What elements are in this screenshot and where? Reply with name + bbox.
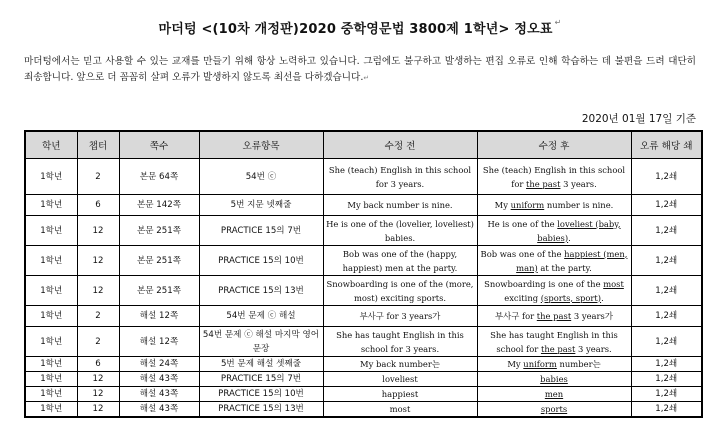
cell-grade: 1학년	[25, 387, 77, 402]
corrected-text: the past	[536, 311, 572, 321]
cell-print-run: 1,2쇄	[631, 357, 702, 372]
cell-error-item: 5번 문제 해설 셋째줄	[199, 357, 323, 372]
cell-after	[477, 402, 631, 418]
cell-text: 3 years가	[571, 311, 613, 321]
header-after: 수정 후	[477, 131, 631, 159]
cell-text: She has taught English in this school for	[490, 329, 618, 354]
cell-text: .	[568, 232, 571, 243]
intro-paragraph	[24, 54, 696, 86]
cell-after	[477, 306, 631, 327]
cell-grade: 1학년	[25, 276, 77, 306]
cell-page: 해설 24쪽	[119, 357, 199, 372]
cell-chapter: 12	[77, 402, 119, 418]
cell-page: 해설 43쪽	[119, 387, 199, 402]
table-row	[25, 402, 702, 418]
cell-text: 3 years.	[560, 178, 597, 189]
cell-before	[323, 357, 477, 372]
cell-text: My	[494, 200, 511, 210]
cell-chapter: 2	[77, 306, 119, 327]
cell-after	[477, 327, 631, 357]
cell-before	[323, 216, 477, 246]
cell-grade: 1학년	[25, 372, 77, 387]
cell-print-run: 1,2쇄	[631, 387, 702, 402]
table-row	[25, 327, 702, 357]
header-print-run: 오류 해당 쇄	[631, 131, 702, 159]
cell-text: My back number is nine.	[347, 200, 453, 210]
errata-table	[24, 130, 703, 418]
cell-text: Snowboarding is one of the	[484, 278, 604, 289]
paragraph-mark: ↵	[554, 18, 562, 27]
cell-after	[477, 195, 631, 216]
cell-chapter: 12	[77, 216, 119, 246]
cell-text: He is one of the (lovelier, loveliest) babies.	[326, 218, 474, 243]
cell-text: at the party.	[537, 262, 592, 273]
cell-after	[477, 159, 631, 195]
cell-page: 본문 64쪽	[119, 159, 199, 195]
cell-error-item: PRACTICE 15의 10번	[199, 246, 323, 276]
cell-page: 해설 12쪽	[119, 327, 199, 357]
cell-before	[323, 387, 477, 402]
cell-text: My back number는	[360, 359, 440, 369]
table-row	[25, 246, 702, 276]
cell-text: She (teach) English in this school for	[482, 164, 626, 189]
header-page: 쪽수	[119, 131, 199, 159]
paragraph-mark: ↵	[363, 74, 370, 82]
cell-grade: 1학년	[25, 216, 77, 246]
cell-text: number는	[556, 359, 601, 369]
cell-error-item: 54번 ⓒ	[199, 159, 323, 195]
cell-print-run: 1,2쇄	[631, 246, 702, 276]
cell-grade: 1학년	[25, 246, 77, 276]
cell-print-run: 1,2쇄	[631, 327, 702, 357]
cell-error-item: 54번 문제 ⓒ 해설	[199, 306, 323, 327]
corrected-text: the past	[540, 343, 576, 354]
table-row	[25, 159, 702, 195]
cell-before	[323, 327, 477, 357]
cell-text: He is one of the	[487, 218, 558, 229]
cell-before	[323, 372, 477, 387]
cell-text: My	[507, 359, 524, 369]
cell-chapter: 6	[77, 195, 119, 216]
reference-date: 2020년 01월 17일 기준	[581, 113, 696, 125]
table-row	[25, 372, 702, 387]
cell-error-item: PRACTICE 15의 13번	[199, 276, 323, 306]
cell-grade: 1학년	[25, 327, 77, 357]
cell-before	[323, 159, 477, 195]
table-row	[25, 276, 702, 306]
cell-error-item: PRACTICE 15의 13번	[199, 402, 323, 418]
cell-print-run: 1,2쇄	[631, 159, 702, 195]
table-row	[25, 387, 702, 402]
cell-error-item: PRACTICE 15의 7번	[199, 216, 323, 246]
cell-grade: 1학년	[25, 357, 77, 372]
header-chapter: 챕터	[77, 131, 119, 159]
corrected-text: sports	[540, 404, 568, 414]
cell-text: 부사구 for	[495, 311, 537, 321]
cell-before	[323, 195, 477, 216]
table-row	[25, 216, 702, 246]
cell-print-run: 1,2쇄	[631, 276, 702, 306]
cell-chapter: 2	[77, 327, 119, 357]
cell-text: 부사구 for 3 years가	[359, 311, 441, 321]
table-row	[25, 195, 702, 216]
cell-page: 해설 43쪽	[119, 372, 199, 387]
document-title-text: 마더텅 <(10차 개정판)2020 중학영문법 3800제 1학년> 정오표	[158, 22, 553, 37]
cell-grade: 1학년	[25, 195, 77, 216]
corrected-text: babies	[540, 374, 568, 384]
cell-grade: 1학년	[25, 159, 77, 195]
cell-after	[477, 276, 631, 306]
cell-chapter: 2	[77, 159, 119, 195]
cell-print-run: 1,2쇄	[631, 306, 702, 327]
cell-after	[477, 216, 631, 246]
cell-text: 3 years.	[575, 343, 612, 354]
cell-page: 해설 12쪽	[119, 306, 199, 327]
cell-before	[323, 276, 477, 306]
corrected-text: loveliest (baby, babies)	[537, 218, 621, 243]
cell-after	[477, 372, 631, 387]
cell-chapter: 12	[77, 276, 119, 306]
cell-text: .	[601, 292, 604, 303]
cell-error-item: PRACTICE 15의 7번	[199, 372, 323, 387]
cell-page: 본문 142쪽	[119, 195, 199, 216]
cell-page: 본문 251쪽	[119, 246, 199, 276]
cell-page: 본문 251쪽	[119, 216, 199, 246]
cell-error-item: 5번 지문 넷째줄	[199, 195, 323, 216]
document-title	[0, 18, 720, 37]
cell-text: She (teach) English in this school for 3 years.	[328, 164, 472, 189]
table-row	[25, 306, 702, 327]
corrected-text: most	[603, 278, 624, 289]
cell-grade: 1학년	[25, 402, 77, 418]
cell-text: loveliest	[382, 374, 418, 384]
corrected-text: (sports, sport)	[540, 292, 602, 303]
cell-before	[323, 306, 477, 327]
cell-chapter: 12	[77, 387, 119, 402]
cell-before	[323, 402, 477, 418]
cell-error-item: 54번 문제 ⓒ 해설 마지막 영어 문장	[199, 327, 323, 357]
cell-text: happiest	[381, 389, 419, 399]
cell-chapter: 6	[77, 357, 119, 372]
cell-grade: 1학년	[25, 306, 77, 327]
cell-text: number is nine.	[544, 200, 614, 210]
cell-text: Bob was one of the (happy, happiest) men at the party.	[342, 248, 458, 273]
cell-text: Snowboarding is one of the (more, most) exciting sports.	[326, 278, 474, 303]
cell-chapter: 12	[77, 372, 119, 387]
intro-text: 마더텅에서는 믿고 사용할 수 있는 교재를 만들기 위해 항상 노력하고 있습니다. 그럼에도 불구하고 발생하는 편집 오류로 인해 학습하는 데 불편을 드려 대단히 죄송합니다. 앞으로 더 꼼꼼히 살펴 오류가 발생하지 않도록 최선을 다하겠습니다.	[24, 56, 696, 83]
corrected-text: the past	[526, 178, 561, 189]
corrected-text: uniform	[523, 359, 557, 369]
cell-print-run: 1,2쇄	[631, 216, 702, 246]
cell-after	[477, 246, 631, 276]
cell-text: exciting	[504, 292, 541, 303]
corrected-text: happiest (men, man)	[516, 248, 628, 273]
table-body	[25, 159, 702, 418]
cell-print-run: 1,2쇄	[631, 402, 702, 418]
corrected-text: men	[544, 389, 564, 399]
cell-text: most	[389, 404, 411, 414]
cell-text: Bob was one of the	[480, 248, 565, 259]
cell-after	[477, 387, 631, 402]
cell-after	[477, 357, 631, 372]
cell-text: She has taught English in this school for 3 years.	[336, 329, 464, 354]
header-error-item: 오류항목	[199, 131, 323, 159]
header-before: 수정 전	[323, 131, 477, 159]
cell-page: 본문 251쪽	[119, 276, 199, 306]
table-header-row	[25, 131, 702, 159]
header-grade: 학년	[25, 131, 77, 159]
cell-print-run: 1,2쇄	[631, 195, 702, 216]
corrected-text: uniform	[510, 200, 545, 210]
cell-page: 해설 43쪽	[119, 402, 199, 418]
table-row	[25, 357, 702, 372]
cell-error-item: PRACTICE 15의 10번	[199, 387, 323, 402]
cell-chapter: 12	[77, 246, 119, 276]
cell-print-run: 1,2쇄	[631, 372, 702, 387]
cell-before	[323, 246, 477, 276]
